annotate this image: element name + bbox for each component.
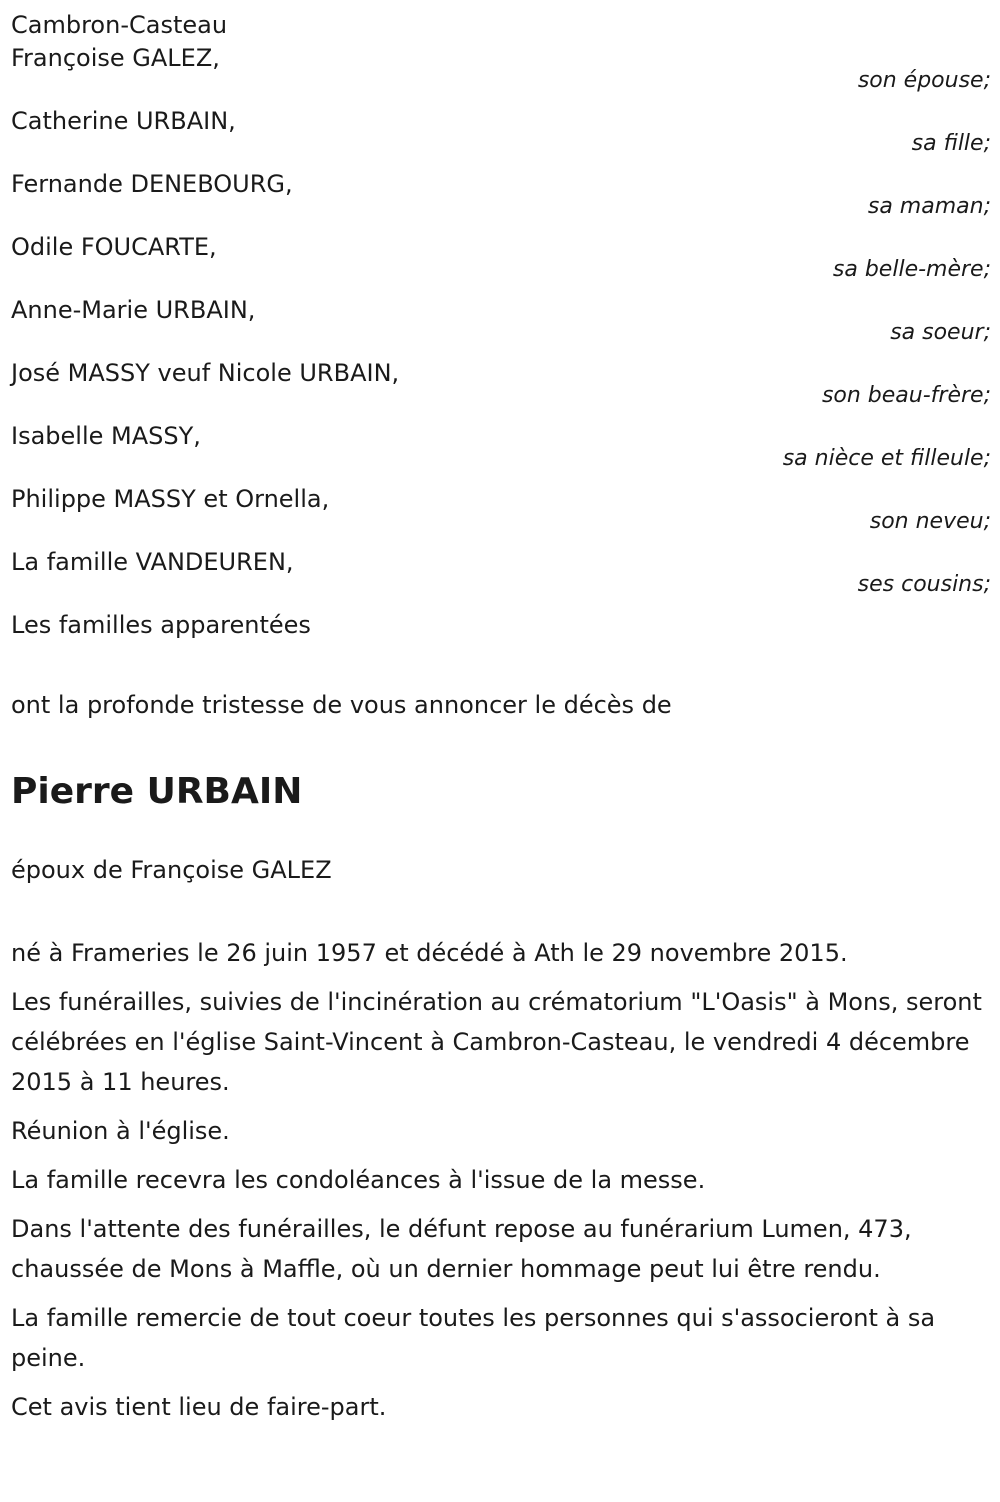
family-member-relation: son épouse; [857,68,991,93]
family-member-name: Catherine URBAIN, [11,107,236,135]
family-last-line: Les familles apparentées [11,611,311,639]
family-entry [11,484,991,547]
paragraph-thanks: La famille remercie de tout coeur toutes les personnes qui s'associeront à sa peine. [11,1304,936,1372]
family-entry [11,421,991,484]
paragraph-condolences: La famille recevra les condoléances à l'issue de la messe. [11,1166,706,1194]
family-member-relation: son beau-frère; [821,383,991,408]
announcement-intro: ont la profonde tristesse de vous annoncer le décès de [11,691,672,719]
paragraph-notice: Cet avis tient lieu de faire-part. [11,1393,387,1421]
family-member-relation: son neveu; [869,509,991,534]
family-member-name: Philippe MASSY et Ornella, [11,485,330,513]
location-heading: Cambron-Casteau [11,11,228,39]
family-entry [11,169,991,232]
family-member-relation: sa belle-mère; [832,257,991,282]
paragraph-meeting: Réunion à l'église. [11,1117,230,1145]
paragraph-birth-death: né à Frameries le 26 juin 1957 et décédé à Ath le 29 novembre 2015. [11,939,848,967]
family-entry [11,295,991,358]
family-entry [11,106,991,169]
obituary-notice [11,0,991,1436]
family-entry [11,547,991,610]
family-member-relation: ses cousins; [857,572,991,597]
family-member-name: Odile FOUCARTE, [11,233,217,261]
family-member-name: Françoise GALEZ, [11,44,220,72]
deceased-name: Pierre URBAIN [11,771,303,812]
paragraph-funeral: Les funérailles, suivies de l'incinération au crématorium "L'Oasis" à Mons, seront célébrées en l'église Saint-Vincent à Cambron-Casteau, le vendredi 4 décembre 2015 à 11 heures. [11,988,982,1096]
family-member-name: José MASSY veuf Nicole URBAIN, [11,359,400,387]
family-member-name: Anne-Marie URBAIN, [11,296,256,324]
details-section [11,933,991,1427]
family-entry [11,358,991,421]
family-member-relation: sa fille; [911,131,991,156]
family-member-relation: sa soeur; [890,320,991,345]
spouse-line: époux de Françoise GALEZ [11,856,332,884]
family-entry [11,43,991,106]
family-member-relation: sa maman; [867,194,991,219]
family-member-relation: sa nièce et filleule; [782,446,991,471]
family-entry [11,232,991,295]
family-member-name: Isabelle MASSY, [11,422,201,450]
family-list [11,43,991,640]
family-member-name: Fernande DENEBOURG, [11,170,293,198]
paragraph-funerarium: Dans l'attente des funérailles, le défunt repose au funérarium Lumen, 473, chaussée de Mons à Maffle, où un dernier hommage peut lui être rendu. [11,1215,912,1283]
family-member-name: La famille VANDEUREN, [11,548,294,576]
